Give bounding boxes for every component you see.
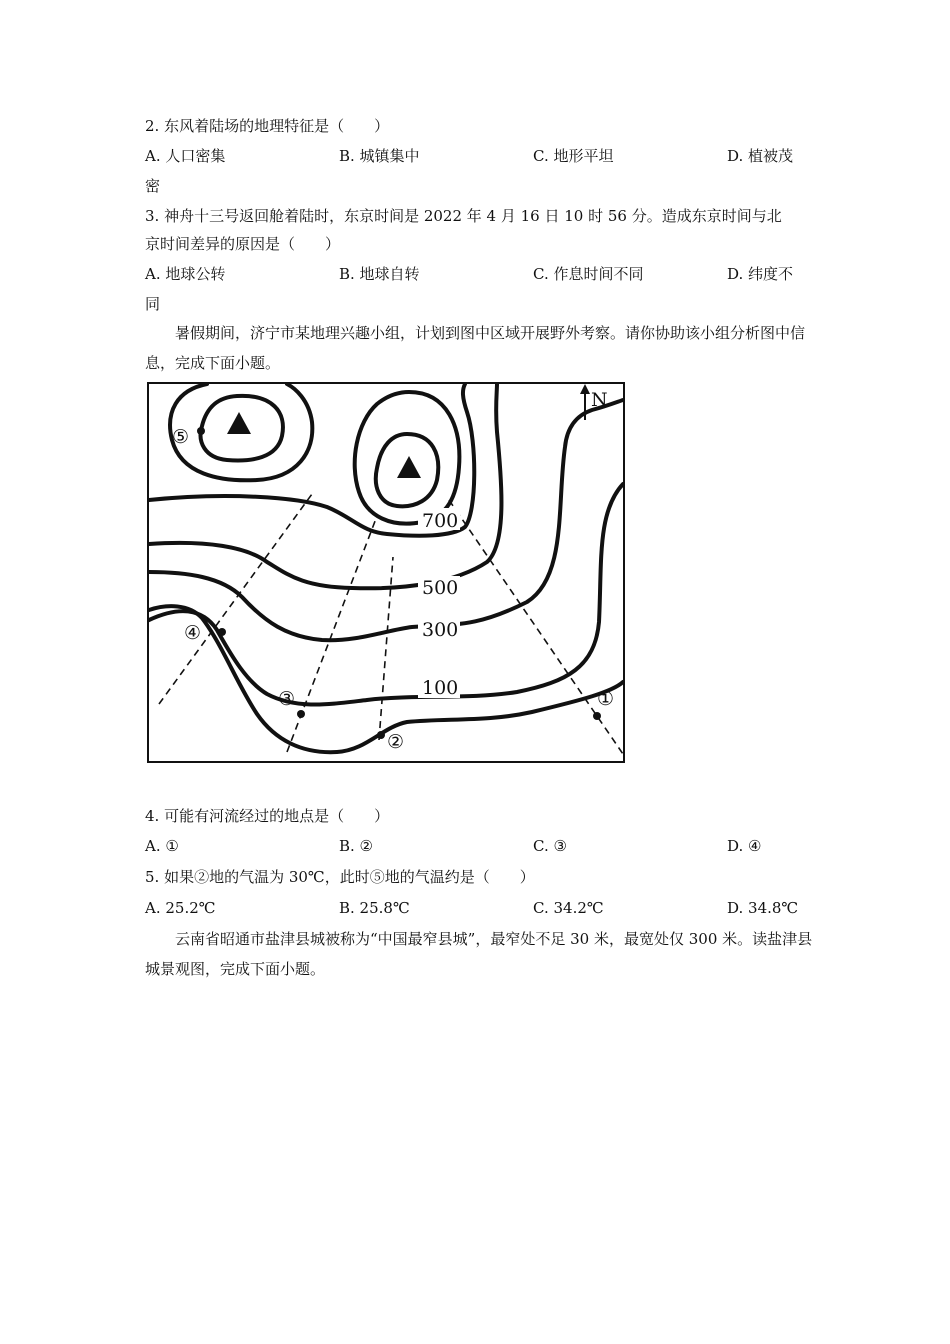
point-3-label: ③ [278, 688, 296, 710]
q4-stem: 4. 可能有河流经过的地点是（ ） [145, 807, 390, 825]
contour-map [147, 382, 625, 763]
q2-option-a: A. 人口密集 [145, 147, 226, 165]
q5-stem: 5. 如果②地的气温为 30℃，此时⑤地的气温约是（ ） [145, 868, 535, 886]
q2-stem: 2. 东风着陆场的地理特征是（ ） [145, 117, 390, 135]
intro-paragraph-2: 云南省昭通市盐津县城被称为“中国最窄县城”，最窄处不足 30 米，最宽处仅 300 米。读盐津县城景观图，完成下面小题。 [145, 930, 813, 978]
q3-stem-line2: 京时间差异的原因是（ ） [145, 235, 341, 253]
contour-label-100: 100 [422, 677, 459, 699]
q4-option-c: C. ③ [533, 837, 567, 855]
q3-option-b: B. 地球自转 [339, 265, 420, 283]
contour-label-300: 300 [422, 619, 459, 641]
q5-option-b: B. 25.8℃ [339, 899, 410, 917]
north-label: N [591, 389, 608, 411]
point-2-label: ② [387, 731, 405, 753]
q5-option-a: A. 25.2℃ [145, 899, 216, 917]
point-1-label: ① [597, 688, 615, 710]
q5-option-d: D. 34.8℃ [727, 899, 799, 917]
point-3-dot [297, 710, 305, 718]
contour-label-700: 700 [422, 510, 459, 532]
q3-option-d-wrap: 同 [145, 295, 161, 313]
q3-stem-line1: 3. 神舟十三号返回舱着陆时，东京时间是 2022 年 4 月 16 日 10 时 56 分。造成东京时间与北 [145, 207, 782, 225]
q2-option-b: B. 城镇集中 [339, 147, 420, 165]
q4-option-d: D. ④ [727, 837, 762, 855]
point-5-dot [197, 427, 205, 435]
contour-label-500: 500 [422, 577, 459, 599]
q3-option-c: C. 作息时间不同 [533, 265, 644, 283]
point-4-dot [218, 628, 226, 636]
q2-option-d-wrap: 密 [145, 177, 161, 195]
point-2-dot [377, 731, 385, 739]
q4-option-a: A. ① [145, 837, 179, 855]
q2-option-d: D. 植被茂 [727, 147, 794, 165]
point-5-label: ⑤ [172, 426, 190, 448]
q3-option-a: A. 地球公转 [145, 265, 226, 283]
q2-option-c: C. 地形平坦 [533, 147, 614, 165]
intro-paragraph-1: 暑假期间，济宁市某地理兴趣小组，计划到图中区域开展野外考察。请你协助该小组分析图中信息，完成下面小题。 [145, 324, 806, 372]
q5-option-c: C. 34.2℃ [533, 899, 604, 917]
q4-option-b: B. ② [339, 837, 374, 855]
point-1-dot [593, 712, 601, 720]
point-4-label: ④ [184, 622, 202, 644]
q3-option-d: D. 纬度不 [727, 265, 794, 283]
